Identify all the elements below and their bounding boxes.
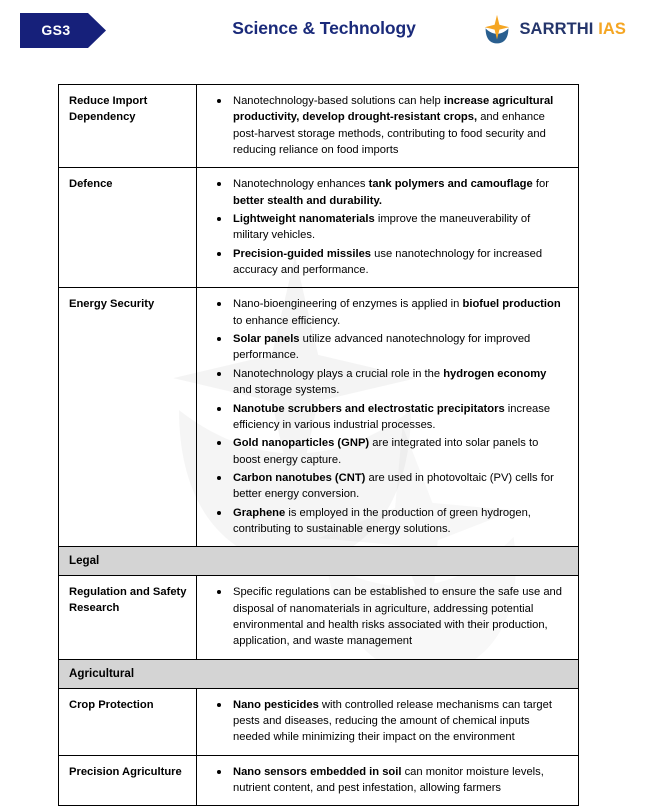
bullet-point-icon [217, 703, 221, 707]
bullet-list [197, 176, 568, 278]
bullet-point-icon [217, 252, 221, 256]
bullet-point-icon [217, 182, 221, 186]
row-content [197, 168, 578, 287]
row-label: Defence [69, 178, 113, 191]
bullet-item [197, 505, 568, 538]
bullet-point-icon [217, 337, 221, 341]
section-header-label: Agricultural [69, 666, 135, 680]
brand-name: SARRTHI [519, 19, 594, 38]
row-content-cell [197, 288, 579, 547]
bullet-point-icon [217, 476, 221, 480]
bullet-text: Carbon nanotubes (CNT) are used in photovoltaic (PV) cells for better energy conversion. [233, 471, 554, 501]
bullet-point-icon [217, 302, 221, 306]
table-row [59, 168, 579, 288]
bullet-point-icon [217, 590, 221, 594]
bullet-item [197, 366, 568, 399]
bullet-text: Nano sensors embedded in soil can monitor moisture levels, nutrient content, and pest infestation, allowing farmers [233, 765, 544, 794]
section-header-label: Legal [69, 554, 100, 568]
bullet-point-icon [217, 511, 221, 515]
row-label-cell [59, 755, 197, 806]
section-header-cell [59, 547, 579, 576]
bullet-item [197, 246, 568, 279]
table-row [59, 688, 579, 755]
section-header-cell [59, 659, 579, 688]
row-content [197, 756, 578, 806]
table-row [59, 755, 579, 806]
table-body [59, 85, 579, 806]
bullet-point-icon [217, 770, 221, 774]
bullet-point-icon [217, 372, 221, 376]
bullet-item [197, 176, 568, 209]
bullet-text: Lightweight nanomaterials improve the maneuverability of military vehicles. [233, 213, 531, 242]
bullet-text: Nano pesticides with controlled release mechanisms can target pests and diseases, reducing the amount of chemical inputs needed while minimizing their impact on the environment [233, 698, 552, 744]
bullet-item [197, 435, 568, 468]
table-row [59, 288, 579, 547]
row-label: Reduce Import Dependency [69, 95, 148, 123]
row-content-cell [197, 688, 579, 755]
row-label: Energy Security [69, 298, 155, 311]
bullet-text: Nanotechnology-based solutions can help increase agricultural productivity, develop drought-resistant crops, and enhance post-harvest storage methods, contributing to food security and reducing reliance on food imports [233, 95, 554, 157]
bullet-list [197, 764, 568, 797]
bullet-text: Graphene is employed in the production of green hydrogen, contributing to sustainable energy solutions. [233, 506, 531, 535]
bullet-item [197, 584, 568, 649]
row-label-cell [59, 576, 197, 659]
bullet-text: Nanotechnology enhances tank polymers and camouflage for better stealth and durability. [233, 178, 549, 207]
bullet-item [197, 697, 568, 746]
table-row [59, 576, 579, 659]
bullet-item [197, 211, 568, 244]
bullet-text: Nanotube scrubbers and electrostatic precipitators increase efficiency in various industrial processes. [233, 402, 551, 431]
sarrthi-star-icon [482, 14, 512, 44]
row-label-cell [59, 168, 197, 288]
row-content-cell [197, 168, 579, 288]
bullet-list [197, 584, 568, 649]
bullet-text: Solar panels utilize advanced nanotechnology for improved performance. [233, 333, 531, 362]
row-label: Crop Protection [69, 698, 154, 711]
bullet-item [197, 296, 568, 329]
row-content [197, 85, 578, 167]
page-header [0, 0, 648, 62]
bullet-text: Nanotechnology plays a crucial role in the hydrogen economy and storage systems. [233, 367, 547, 397]
row-label-cell [59, 85, 197, 168]
row-content-cell [197, 576, 579, 659]
applications-table [58, 84, 579, 806]
bullet-list [197, 697, 568, 746]
row-content [197, 288, 578, 546]
row-label-cell [59, 288, 197, 547]
bullet-item [197, 470, 568, 503]
brand-wordmark [519, 20, 626, 39]
brand-logo [482, 14, 626, 44]
row-label: Regulation and Safety Research [69, 586, 187, 615]
bullet-point-icon [217, 217, 221, 221]
table-section-row [59, 547, 579, 576]
bullet-point-icon [217, 441, 221, 445]
table-row [59, 85, 579, 168]
bullet-item [197, 401, 568, 434]
bullet-item [197, 764, 568, 797]
bullet-list [197, 296, 568, 537]
row-label: Precision Agriculture [69, 765, 182, 778]
row-content-cell [197, 85, 579, 168]
bullet-text: Nano-bioengineering of enzymes is applied in biofuel production to enhance efficiency. [233, 298, 561, 327]
table-section-row [59, 659, 579, 688]
bullet-text: Specific regulations can be established to ensure the safe use and disposal of nanomaterials in agriculture, addressing potential environmental and health risks associated with their production, application, and waste management [233, 586, 563, 648]
bullet-point-icon [217, 407, 221, 411]
bullet-item [197, 93, 568, 158]
bullet-text: Precision-guided missiles use nanotechnology for increased accuracy and performance. [233, 247, 543, 277]
row-content [197, 689, 578, 755]
bullet-point-icon [217, 99, 221, 103]
row-content-cell [197, 755, 579, 806]
gs-paper-badge-label: GS3 [41, 22, 71, 38]
page-title: Science & Technology [232, 18, 416, 38]
brand-suffix: IAS [598, 19, 626, 38]
row-content [197, 576, 578, 658]
bullet-list [197, 93, 568, 158]
row-label-cell [59, 688, 197, 755]
bullet-text: Gold nanoparticles (GNP) are integrated into solar panels to boost energy capture. [233, 437, 539, 466]
bullet-item [197, 331, 568, 364]
